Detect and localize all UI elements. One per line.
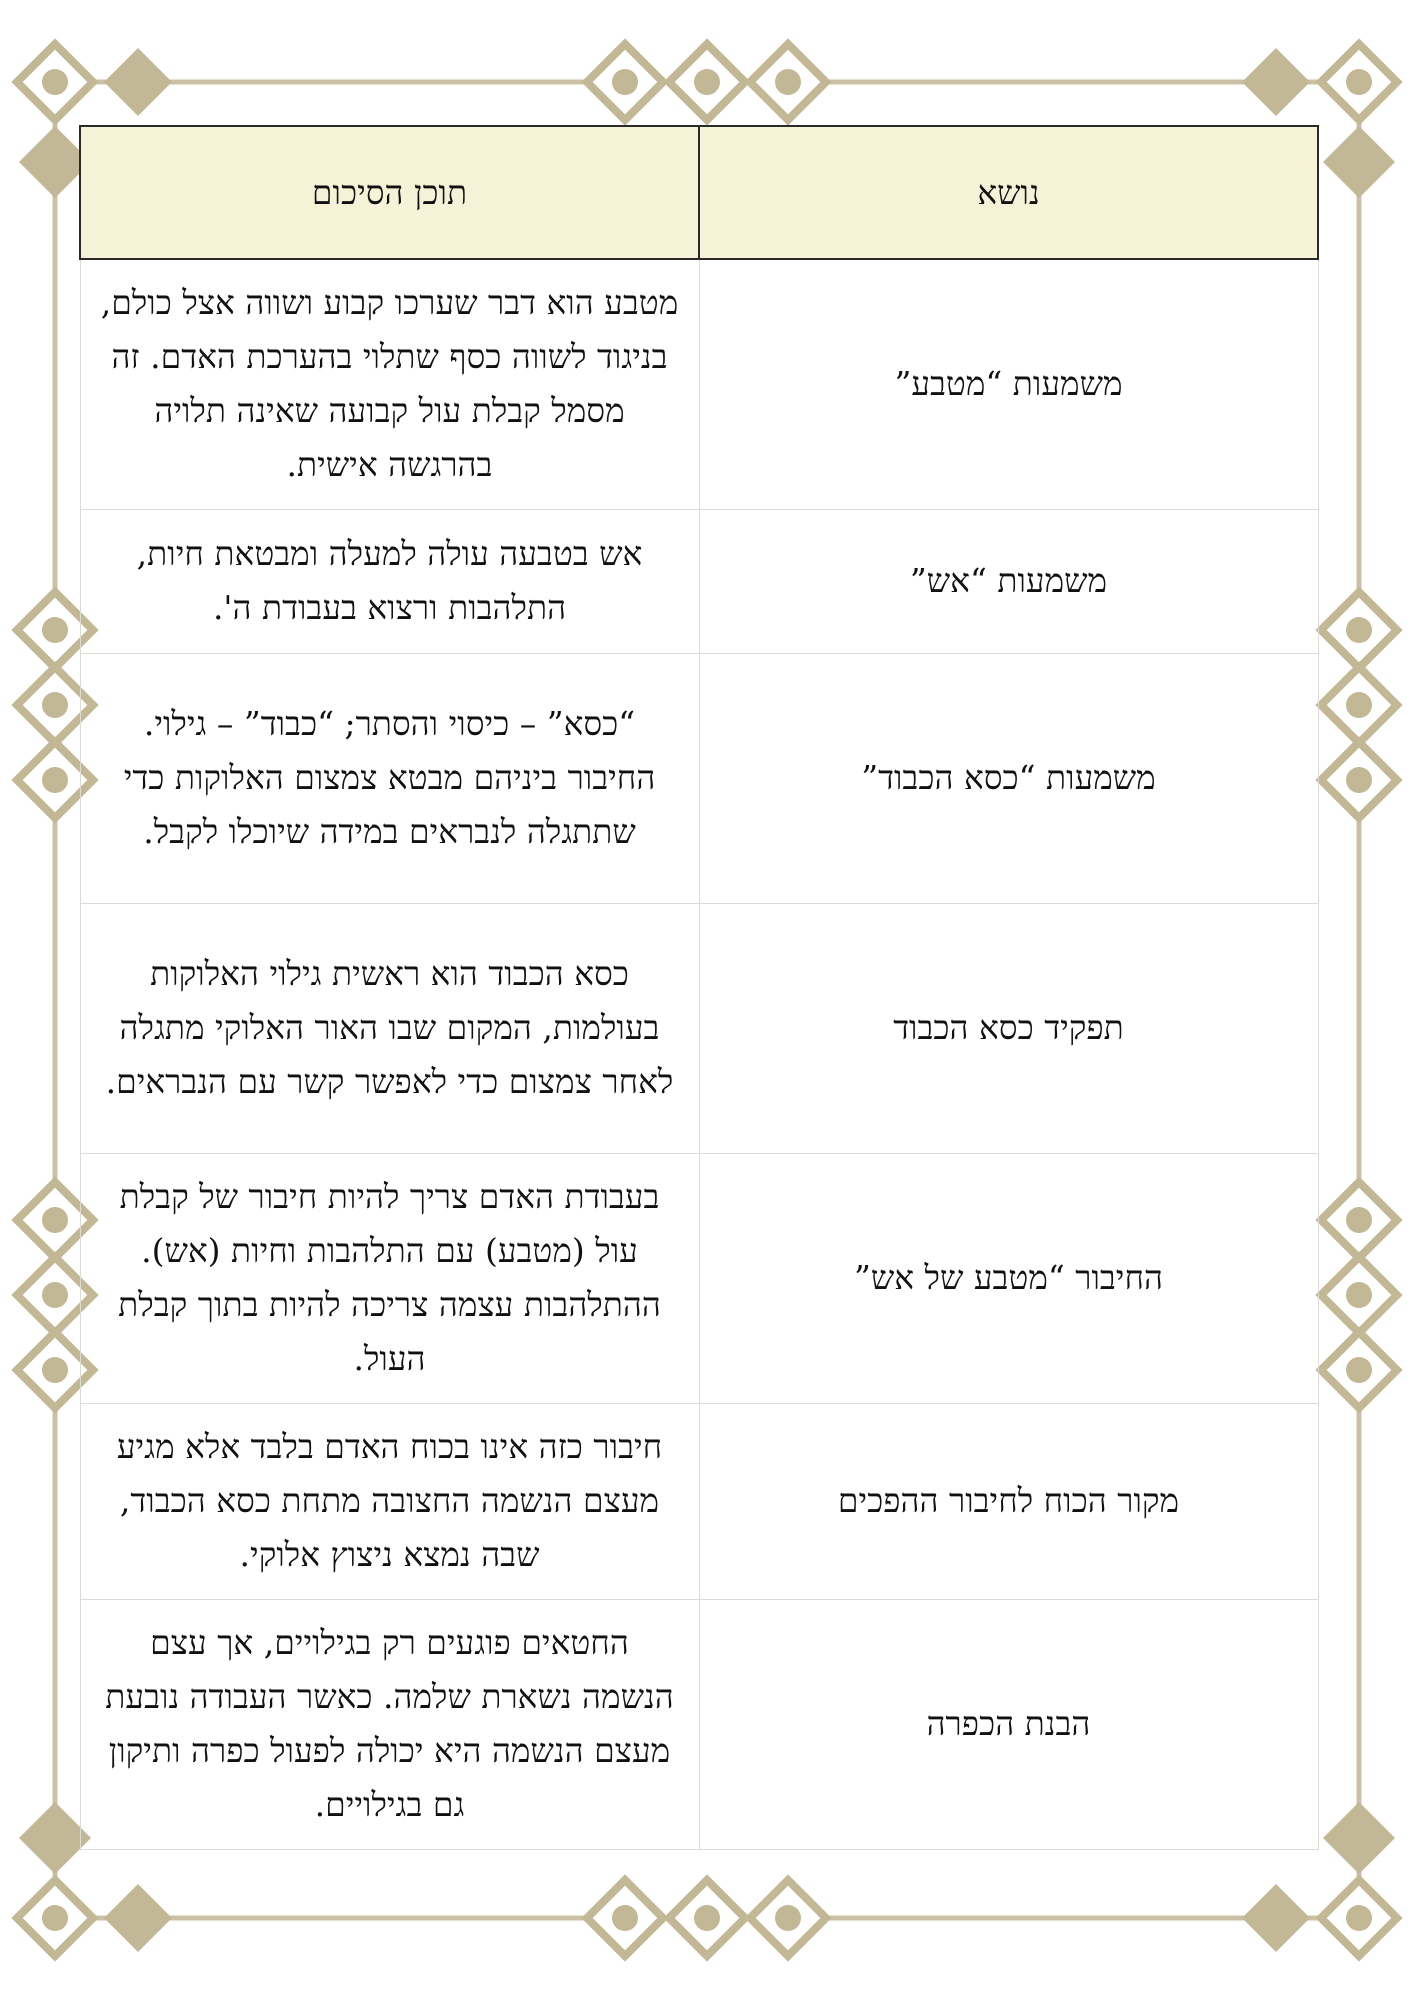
summary-table	[79, 125, 1319, 1850]
diamond-ornament-icon	[587, 44, 663, 120]
diamond-ornament-icon	[1321, 1182, 1397, 1258]
diamond-ornament-icon	[669, 44, 745, 120]
diamond-ornament-icon	[750, 44, 826, 120]
table-row	[80, 1403, 1318, 1599]
table-row	[80, 903, 1318, 1153]
table-row	[80, 1599, 1318, 1849]
row-topic: תפקיד כסא הכבוד	[699, 903, 1318, 1153]
diamond-ornament-icon	[17, 1880, 93, 1956]
row-content: כסא הכבוד הוא ראשית גילוי האלוקות בעולמות, המקום שבו האור האלוקי מתגלה לאחר צמצום כדי לאפשר קשר עם הנבראים.	[80, 903, 699, 1153]
diamond-ornament-icon	[1321, 1257, 1397, 1333]
row-topic: משמעות “אש”	[699, 509, 1318, 653]
solid-diamond-icon	[1242, 48, 1310, 116]
diamond-ornament-icon	[669, 1880, 745, 1956]
row-content: “כסא” – כיסוי והסתר; “כבוד” – גילוי. החיבור ביניהם מבטא צמצום האלוקות כדי שתתגלה לנבראים במידה שיוכלו לקבל.	[80, 653, 699, 903]
diamond-ornament-icon	[1321, 667, 1397, 743]
table-row	[80, 509, 1318, 653]
row-topic: החיבור “מטבע של אש”	[699, 1153, 1318, 1403]
diamond-ornament-icon	[750, 1880, 826, 1956]
table-row	[80, 1153, 1318, 1403]
diamond-ornament-icon	[1321, 592, 1397, 668]
diamond-ornament-icon	[1321, 1880, 1397, 1956]
table-header-row	[80, 126, 1318, 259]
row-content: חיבור כזה אינו בכוח האדם בלבד אלא מגיע מעצם הנשמה החצובה מתחת כסא הכבוד, שבה נמצא ניצוץ אלוקי.	[80, 1403, 699, 1599]
solid-diamond-icon	[104, 48, 172, 116]
table-row	[80, 653, 1318, 903]
diamond-ornament-icon	[587, 1880, 663, 1956]
solid-diamond-icon	[1242, 1884, 1310, 1952]
row-content: החטאים פוגעים רק בגילויים, אך עצם הנשמה נשארת שלמה. כאשר העבודה נובעת מעצם הנשמה היא יכולה לפעול כפרה ותיקון גם בגילויים.	[80, 1599, 699, 1849]
diamond-ornament-icon	[1321, 742, 1397, 818]
summary-table-container	[79, 125, 1319, 1850]
solid-diamond-icon	[104, 1884, 172, 1952]
solid-diamond-icon	[1323, 1802, 1395, 1874]
header-content: תוכן הסיכום	[80, 126, 699, 259]
diamond-ornament-icon	[1321, 1332, 1397, 1408]
row-topic: משמעות “כסא הכבוד”	[699, 653, 1318, 903]
solid-diamond-icon	[1323, 126, 1395, 198]
row-content: אש בטבעה עולה למעלה ומבטאת חיות, התלהבות ורצוא בעבודת ה'.	[80, 509, 699, 653]
row-topic: משמעות “מטבע”	[699, 259, 1318, 509]
row-topic: מקור הכוח לחיבור ההפכים	[699, 1403, 1318, 1599]
header-topic: נושא	[699, 126, 1318, 259]
row-topic: הבנת הכפרה	[699, 1599, 1318, 1849]
row-content: מטבע הוא דבר שערכו קבוע ושווה אצל כולם, בניגוד לשווה כסף שתלוי בהערכת האדם. זה מסמל קבלת עול קבועה שאינה תלויה בהרגשה אישית.	[80, 259, 699, 509]
row-content: בעבודת האדם צריך להיות חיבור של קבלת עול (מטבע) עם התלהבות וחיות (אש). ההתלהבות עצמה צריכה להיות בתוך קבלת העול.	[80, 1153, 699, 1403]
diamond-ornament-icon	[17, 44, 93, 120]
table-row	[80, 259, 1318, 509]
diamond-ornament-icon	[1321, 44, 1397, 120]
